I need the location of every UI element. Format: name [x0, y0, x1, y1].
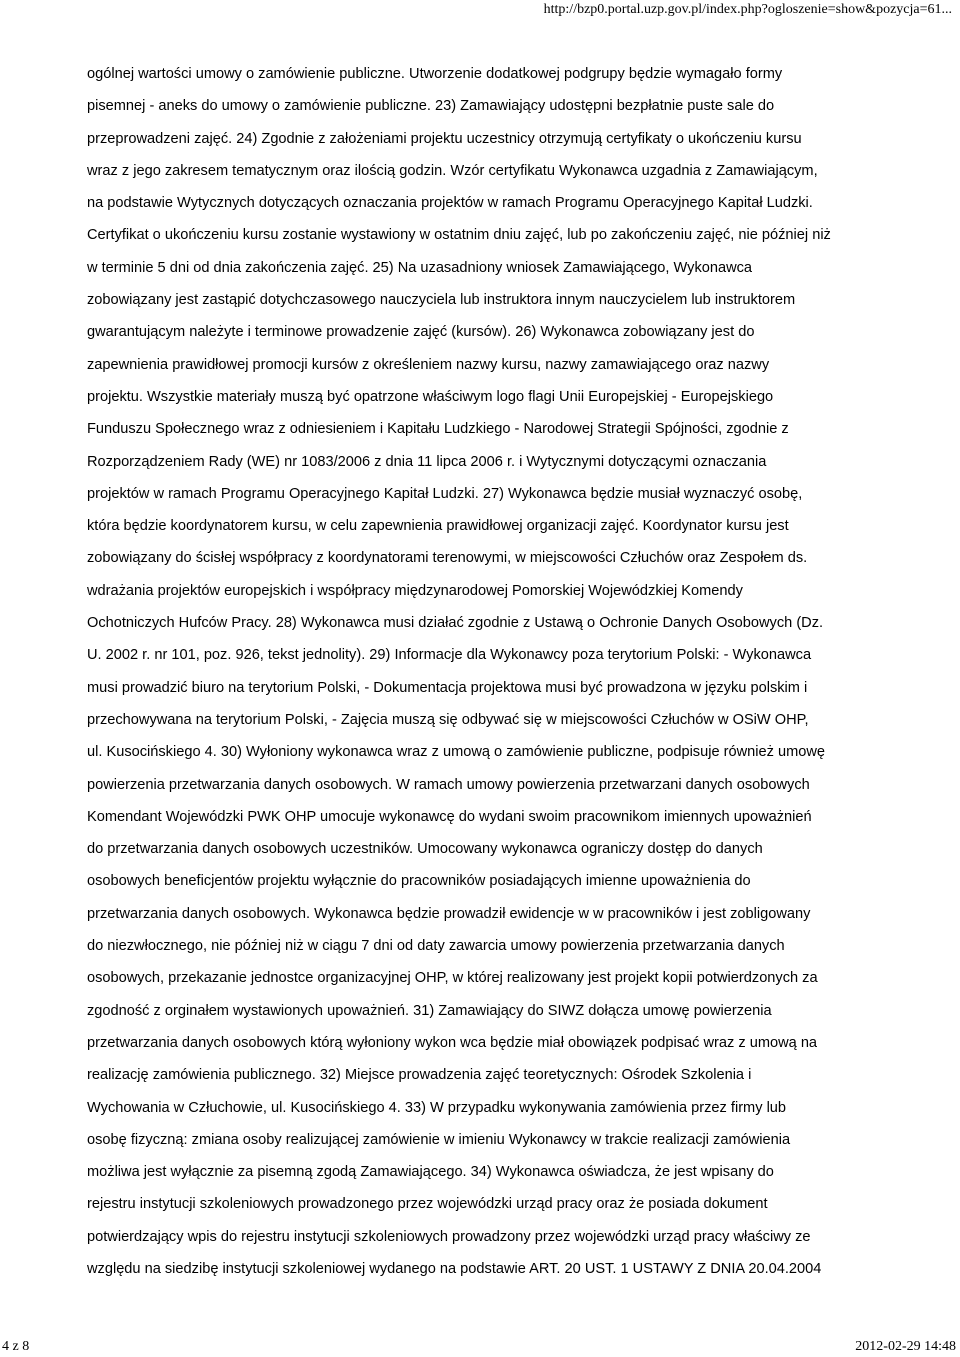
page-number: 4 z 8 — [2, 1339, 30, 1354]
text-line: gwarantującym należyte i terminowe prowadzenie zajęć (kursów). 26) Wykonawca zobowiązany jest do — [87, 324, 755, 341]
text-line: musi prowadzić biuro na terytorium Polski, - Dokumentacja projektowa musi być prowadzona w języku polskim i — [87, 679, 808, 696]
text-line: osobę fizyczną: zmiana osoby realizującej zamówienie w imieniu Wykonawcy w trakcie realizacji zamówienia — [87, 1131, 791, 1148]
text-line: do niezwłocznego, nie później niż w ciągu 7 dni od daty zawarcia umowy powierzenia przetwarzania danych — [87, 938, 785, 955]
text-line: zobowiązany do ścisłej współpracy z koordynatorami terenowymi, w miejscowości Człuchów oraz Zespołem ds. — [87, 550, 808, 567]
text-line: ogólnej wartości umowy o zamówienie publiczne. Utworzenie dodatkowej podgrupy będzie wymagało formy — [87, 66, 783, 82]
text-line: przetwarzania danych osobowych którą wyłoniony wykon wca będzie miał obowiązek podpisać wraz z umową na — [87, 1034, 818, 1051]
text-line: która będzie koordynatorem kursu, w celu zapewnienia prawidłowej organizacji zajęć. Koordynator kursu jest — [87, 518, 789, 535]
text-line: ul. Kusocińskiego 4. 30) Wyłoniony wykonawca wraz z umową o zamówienie publiczne, podpisuje również umowę — [87, 744, 826, 761]
text-line: Certyfikat o ukończeniu kursu zostanie wystawiony w ostatnim dniu zajęć, lub po zakończeniu zajęć, nie później niż — [87, 227, 831, 244]
text-line: przetwarzania danych osobowych. Wykonawca będzie prowadził ewidencje w w pracowników i jest zobligowany — [87, 905, 811, 922]
page-url-header: http://bzp0.portal.uzp.gov.pl/index.php?ogloszenie=show&pozycja=61... — [543, 2, 952, 17]
text-line: Rozporządzeniem Rady (WE) nr 1083/2006 z dnia 11 lipca 2006 r. i Wytycznymi dotyczącymi oznaczania — [87, 453, 767, 470]
text-line: przeprowadzeni zajęć. 24) Zgodnie z założeniami projektu uczestnicy otrzymują certyfikaty o ukończeniu kursu — [87, 130, 802, 147]
text-line: powierzenia przetwarzania danych osobowych. W ramach umowy powierzenia przetwarzani danych osobowych — [87, 776, 810, 793]
text-line: Komendant Wojewódzki PWK OHP umocuje wykonawcę do wydani swoim pracownikom imiennych upoważnień — [87, 808, 812, 825]
text-line: U. 2002 r. nr 101, poz. 926, tekst jednolity). 29) Informacje dla Wykonawcy poza terytorium Polski: - Wykonawca — [87, 647, 812, 664]
text-line: w terminie 5 dni od dnia zakończenia zajęć. 25) Na uzasadniony wniosek Zamawiającego, Wykonawca — [87, 259, 753, 276]
text-line: względu na siedzibę instytucji szkoleniowej wydanego na podstawie ART. 20 UST. 1 USTAWY Z DNIA 20.04.2004 — [87, 1260, 822, 1277]
text-line: projektu. Wszystkie materiały muszą być opatrzone właściwym logo flagi Unii Europejskiej - Europejskiego — [87, 388, 774, 405]
document-body — [87, 58, 893, 1285]
text-line: zapewnienia prawidłowej promocji kursów z określeniem nazwy kursu, nazwy zamawiającego oraz nazwy — [87, 356, 770, 373]
text-line: osobowych beneficjentów projektu wyłącznie do pracowników posiadających imienne upoważnienia do — [87, 873, 751, 890]
text-line: projektów w ramach Programu Operacyjnego Kapitał Ludzki. 27) Wykonawca będzie musiał wyznaczyć osobę, — [87, 485, 803, 502]
text-line: realizację zamówienia publicznego. 32) Miejsce prowadzenia zajęć teoretycznych: Ośrodek Szkolenia i — [87, 1067, 752, 1084]
text-line: na podstawie Wytycznych dotyczących oznaczania projektów w ramach Programu Operacyjnego Kapitał Ludzki. — [87, 195, 813, 212]
text-line: do przetwarzania danych osobowych uczestników. Umocowany wykonawca ograniczy dostęp do danych — [87, 841, 763, 858]
text-line: Wychowania w Człuchowie, ul. Kusocińskiego 4. 33) W przypadku wykonywania zamówienia przez firmy lub — [87, 1099, 787, 1116]
text-line: przechowywana na terytorium Polski, - Zajęcia muszą się odbywać się w miejscowości Człuchów w OSiW OHP, — [87, 711, 809, 728]
text-line: możliwa jest wyłącznie za pisemną zgodą Zamawiającego. 34) Wykonawca oświadcza, że jest wpisany do — [87, 1164, 774, 1181]
text-line: potwierdzający wpis do rejestru instytucji szkoleniowych prowadzony przez wojewódzki urząd pracy właściwy ze — [87, 1228, 811, 1245]
text-line: zobowiązany jest zastąpić dotychczasowego nauczyciela lub instruktora innym nauczycielem lub instruktorem — [87, 292, 796, 309]
text-line: Ochotniczych Hufców Pracy. 28) Wykonawca musi działać zgodnie z Ustawą o Ochronie Danych Osobowych (Dz. — [87, 615, 824, 632]
text-line: rejestru instytucji szkoleniowych prowadzonego przez wojewódzki urząd pracy oraz że posiada dokument — [87, 1196, 768, 1213]
text-line: wraz z jego zakresem tematycznym oraz ilością godzin. Wzór certyfikatu Wykonawca uzgadnia z Zamawiającym, — [87, 162, 818, 179]
print-timestamp: 2012-02-29 14:48 — [855, 1339, 956, 1354]
text-line: osobowych, przekazanie jednostce organizacyjnej OHP, w której realizowany jest projekt kopii potwierdzonych za — [87, 970, 818, 987]
text-line: zgodność z orginałem wystawionych upoważnień. 31) Zamawiający do SIWZ dołącza umowę powierzenia — [87, 1002, 772, 1019]
text-line: pisemnej - aneks do umowy o zamówienie publiczne. 23) Zamawiający udostępni bezpłatnie puste sale do — [87, 98, 775, 115]
text-line: Funduszu Społecznego wraz z odniesieniem i Kapitału Ludzkiego - Narodowej Strategii Spójności, zgodnie z — [87, 421, 789, 438]
text-line: wdrażania projektów europejskich i współpracy międzynarodowej Pomorskiej Wojewódzkiej Komendy — [87, 582, 743, 599]
